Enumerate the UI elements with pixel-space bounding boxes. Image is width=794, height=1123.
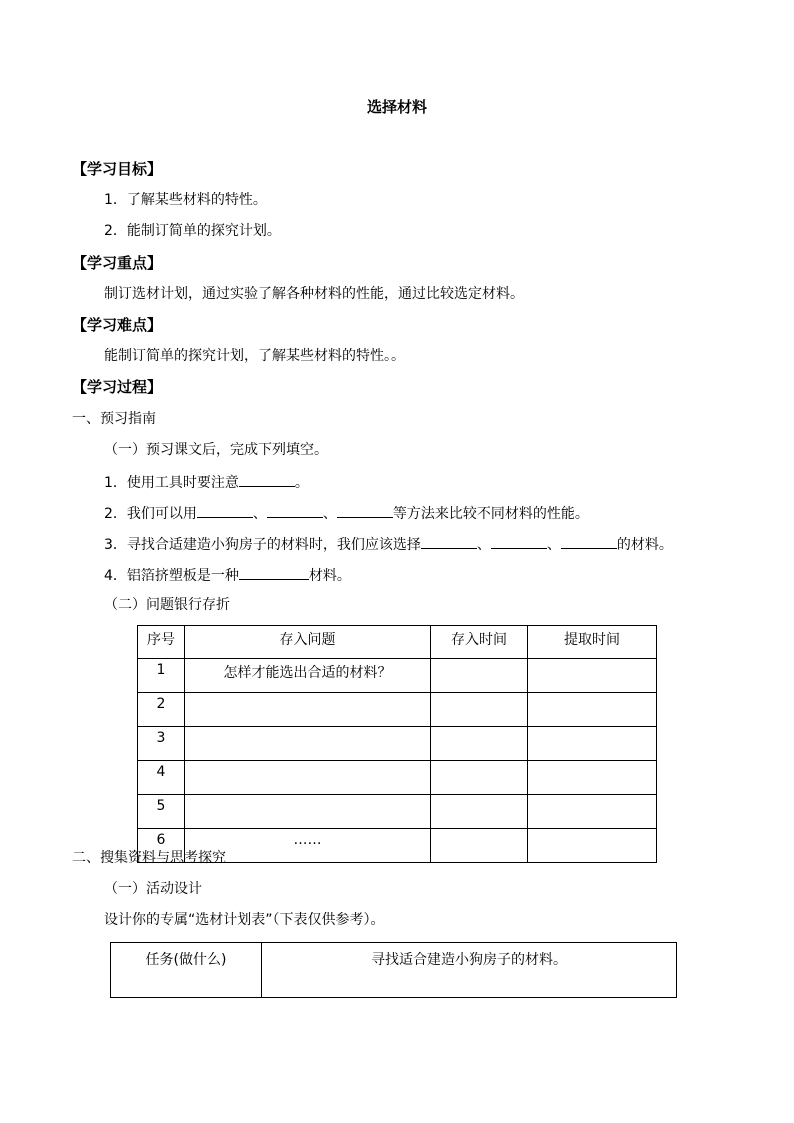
column-header: 提取时间 [528, 626, 657, 659]
goals-header: 【学习目标】 [72, 160, 163, 178]
question-cell[interactable] [185, 693, 431, 727]
section2-intro: 设计你的专属“选材计划表”（下表仅供参考）。 [104, 912, 385, 928]
withdraw-time-cell[interactable] [528, 829, 657, 863]
row-index: 5 [138, 795, 185, 829]
deposit-time-cell[interactable] [431, 761, 528, 795]
goal-item-1: 1．了解某些材料的特性。 [104, 192, 267, 208]
row-index: 2 [138, 693, 185, 727]
question-cell[interactable]: …… [185, 829, 431, 863]
answer-blank[interactable] [491, 533, 547, 549]
table-row [138, 693, 657, 727]
column-header: 存入问题 [185, 626, 431, 659]
section2-sub1: （一）活动设计 [104, 881, 202, 897]
answer-blank[interactable] [561, 533, 617, 549]
withdraw-time-cell[interactable] [528, 693, 657, 727]
answer-blank[interactable] [421, 533, 477, 549]
deposit-time-cell[interactable] [431, 727, 528, 761]
question-2: 2．我们可以用 、 、 等方法来比较不同材料的性能。 [104, 502, 589, 524]
column-header: 存入时间 [431, 626, 528, 659]
question-cell[interactable] [185, 761, 431, 795]
focus-header: 【学习重点】 [72, 254, 163, 272]
task-label-cell: 任务(做什么) [111, 943, 262, 998]
question-2-text: 2．我们可以用 [104, 506, 197, 522]
deposit-time-cell[interactable] [431, 795, 528, 829]
row-index: 4 [138, 761, 185, 795]
withdraw-time-cell[interactable] [528, 727, 657, 761]
answer-blank[interactable] [239, 564, 309, 580]
section1-sub2: （二）问题银行存折 [104, 597, 230, 613]
answer-blank[interactable] [267, 502, 323, 518]
section1-title: 一、预习指南 [72, 411, 156, 427]
question-1-text: 1．使用工具时要注意 [104, 475, 239, 491]
table-row [138, 727, 657, 761]
question-cell[interactable] [185, 795, 431, 829]
difficulty-text: 能制订简单的探究计划，了解某些材料的特性。。 [104, 348, 405, 364]
answer-blank[interactable] [337, 502, 393, 518]
question-cell[interactable]: 怎样才能选出合适的材料？ [185, 659, 431, 693]
table-row [111, 943, 677, 998]
withdraw-time-cell[interactable] [528, 659, 657, 693]
answer-blank[interactable] [197, 502, 253, 518]
difficulty-header: 【学习难点】 [72, 316, 163, 334]
task-value-cell[interactable]: 寻找适合建造小狗房子的材料。 [262, 943, 677, 998]
table-header-row [138, 626, 657, 659]
goal-item-2: 2．能制订简单的探究计划。 [104, 223, 281, 239]
question-4: 4．铝箔挤塑板是一种 材料。 [104, 564, 351, 586]
page-title: 选择材料 [366, 98, 427, 116]
question-4-text: 4．铝箔挤塑板是一种 [104, 568, 239, 584]
withdraw-time-cell[interactable] [528, 795, 657, 829]
process-header: 【学习过程】 [72, 378, 163, 396]
deposit-time-cell[interactable] [431, 659, 528, 693]
table-row [138, 795, 657, 829]
row-index: 6 [138, 829, 185, 863]
column-header: 序号 [138, 626, 185, 659]
section1-sub1: （一）预习课文后，完成下列填空。 [104, 442, 328, 458]
row-index: 1 [138, 659, 185, 693]
plan-table [110, 942, 677, 998]
deposit-time-cell[interactable] [431, 829, 528, 863]
section2-title: 二、搜集资料与思考探究 [72, 850, 226, 866]
question-1: 1．使用工具时要注意 。 [104, 471, 309, 493]
question-bank-table [137, 625, 657, 863]
question-cell[interactable] [185, 727, 431, 761]
table-row [138, 761, 657, 795]
focus-text: 制订选材计划，通过实验了解各种材料的性能，通过比较选定材料。 [104, 286, 524, 302]
deposit-time-cell[interactable] [431, 693, 528, 727]
withdraw-time-cell[interactable] [528, 761, 657, 795]
answer-blank[interactable] [239, 471, 295, 487]
question-3-text: 3．寻找合适建造小狗房子的材料时，我们应该选择 [104, 537, 421, 553]
table-row [138, 659, 657, 693]
row-index: 3 [138, 727, 185, 761]
question-3: 3．寻找合适建造小狗房子的材料时，我们应该选择 、 、 的材料。 [104, 533, 673, 555]
